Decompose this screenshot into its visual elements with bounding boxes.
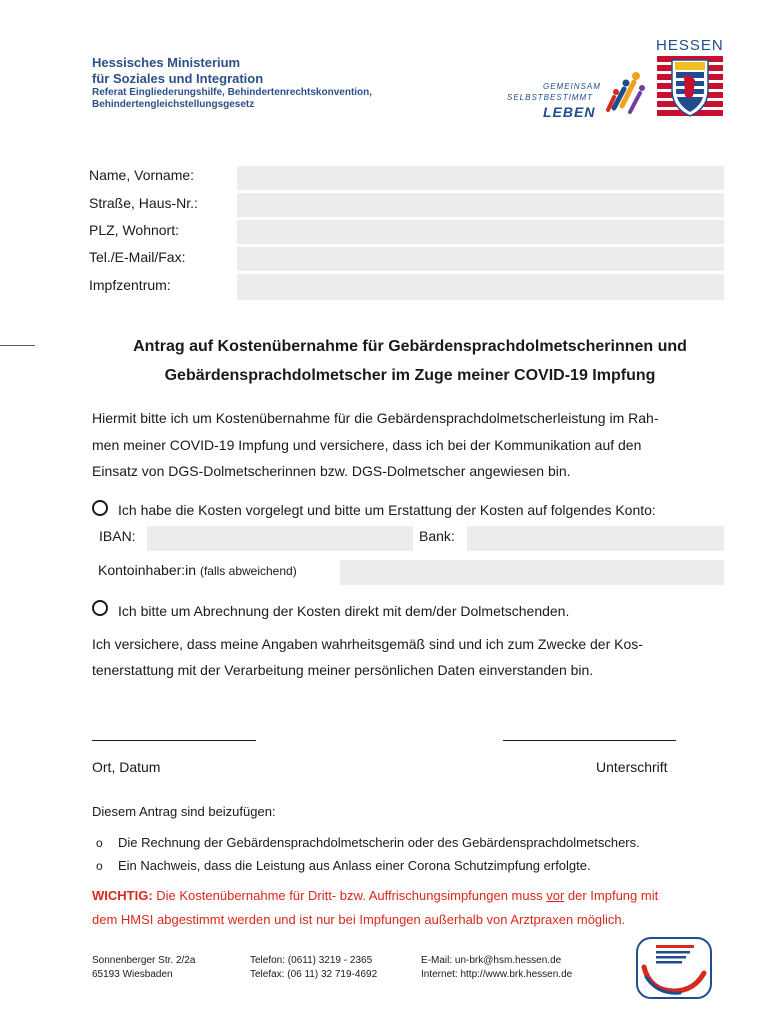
ministry-department-line2: Behindertengleichstellungsgesetz xyxy=(92,99,255,110)
option-reimbursement-radio[interactable] xyxy=(92,500,108,516)
account-holder-field[interactable] xyxy=(340,560,724,585)
signature-label: Unterschrift xyxy=(596,759,668,775)
attachment-item: Die Rechnung der Gebärdensprachdolmetscherin oder des Gebärdensprachdolmetschers. xyxy=(118,835,640,850)
consent-line2: tenerstattung mit der Verarbeitung meiner persönlichen Daten einverstanden bin. xyxy=(92,662,594,678)
ministry-department-line1: Referat Eingliederungshilfe, Behindertenrechtskonvention, xyxy=(92,87,373,98)
name-label: Name, Vorname: xyxy=(89,167,195,183)
footer-address-street: Sonnenberger Str. 2/2a xyxy=(92,955,196,966)
intro-line1: Hiermit bitte ich um Kostenübernahme für die Gebärdensprachdolmetscherleistung im Rah- xyxy=(92,410,659,426)
gsl-logo-icon xyxy=(600,70,645,115)
option-direct-billing-radio[interactable] xyxy=(92,600,108,616)
ministry-name-line2: für Soziales und Integration xyxy=(92,71,264,86)
vaccination-center-field[interactable] xyxy=(237,274,724,300)
contact-label: Tel./E-Mail/Fax: xyxy=(89,249,186,265)
ministry-name-line1: Hessisches Ministerium xyxy=(92,55,241,70)
bank-field[interactable] xyxy=(467,526,724,551)
footer-website[interactable]: Internet: http://www.brk.hessen.de xyxy=(421,969,573,980)
warning-line1: WICHTIG: Die Kostenübernahme für Dritt- bzw. Auffrischungsimpfungen muss vor der Impfung mit xyxy=(92,888,659,903)
street-label: Straße, Haus-Nr.: xyxy=(89,195,198,211)
bullet-marker: o xyxy=(96,859,103,873)
footer-address-city: 65193 Wiesbaden xyxy=(92,969,173,980)
warning-line2: dem HMSI abgestimmt werden und ist nur bei Impfungen außerhalb von Arztpraxen möglich. xyxy=(92,912,626,927)
attachments-heading: Diesem Antrag sind beizufügen: xyxy=(92,804,276,819)
gsl-logo-text-1: GEMEINSAM xyxy=(543,82,601,91)
warning-emphasis: vor xyxy=(546,888,565,903)
iban-label: IBAN: xyxy=(99,528,136,544)
hessen-coat-of-arms-icon xyxy=(657,56,723,120)
place-date-line xyxy=(92,740,256,741)
footer-fax: Telefax: (06 11) 32 719-4692 xyxy=(250,969,378,980)
street-field[interactable] xyxy=(237,193,724,217)
account-holder-label: Kontoinhaber:in (falls abweichend) xyxy=(98,562,297,578)
place-date-label: Ort, Datum xyxy=(92,759,161,775)
document-title-line1: Antrag auf Kostenübernahme für Gebärdensprachdolmetscherinnen und xyxy=(133,338,687,355)
attachment-item: Ein Nachweis, dass die Leistung aus Anlass einer Corona Schutzimpfung erfolgte. xyxy=(118,858,591,873)
footer-email[interactable]: E-Mail: un-brk@hsm.hessen.de xyxy=(421,955,562,966)
warning-prefix: WICHTIG: xyxy=(92,888,153,903)
fold-mark xyxy=(0,345,35,346)
bullet-marker: o xyxy=(96,836,103,850)
name-field[interactable] xyxy=(237,166,724,190)
brk-badge-icon xyxy=(636,937,712,999)
account-holder-note: (falls abweichend) xyxy=(199,564,297,578)
contact-field[interactable] xyxy=(237,247,724,271)
option-direct-billing-label: Ich bitte um Abrechnung der Kosten direkt mit dem/der Dolmetschenden. xyxy=(118,603,570,619)
iban-field[interactable] xyxy=(147,526,413,551)
gsl-logo-text-3: LEBEN xyxy=(543,104,596,120)
intro-line2: men meiner COVID-19 Impfung und versichere, dass ich bei der Kommunikation auf den xyxy=(92,437,642,453)
bank-label: Bank: xyxy=(419,528,455,544)
city-field[interactable] xyxy=(237,220,724,244)
option-reimbursement-label: Ich habe die Kosten vorgelegt und bitte um Erstattung der Kosten auf folgendes Konto: xyxy=(118,502,656,518)
document-title-line2: Gebärdensprachdolmetscher im Zuge meiner COVID-19 Impfung xyxy=(164,367,656,384)
signature-line xyxy=(503,740,676,741)
city-label: PLZ, Wohnort: xyxy=(89,222,180,238)
intro-line3: Einsatz von DGS-Dolmetscherinnen bzw. DGS-Dolmetscher angewiesen bin. xyxy=(92,463,571,479)
gsl-logo-text-2: SELBSTBESTIMMT xyxy=(507,93,594,102)
footer-phone: Telefon: (0611) 3219 - 2365 xyxy=(250,955,373,966)
hessen-wordmark: HESSEN xyxy=(656,37,724,54)
vaccination-center-label: Impfzentrum: xyxy=(89,277,171,293)
consent-line1: Ich versichere, dass meine Angaben wahrheitsgemäß sind und ich zum Zwecke der Kos- xyxy=(92,636,643,652)
